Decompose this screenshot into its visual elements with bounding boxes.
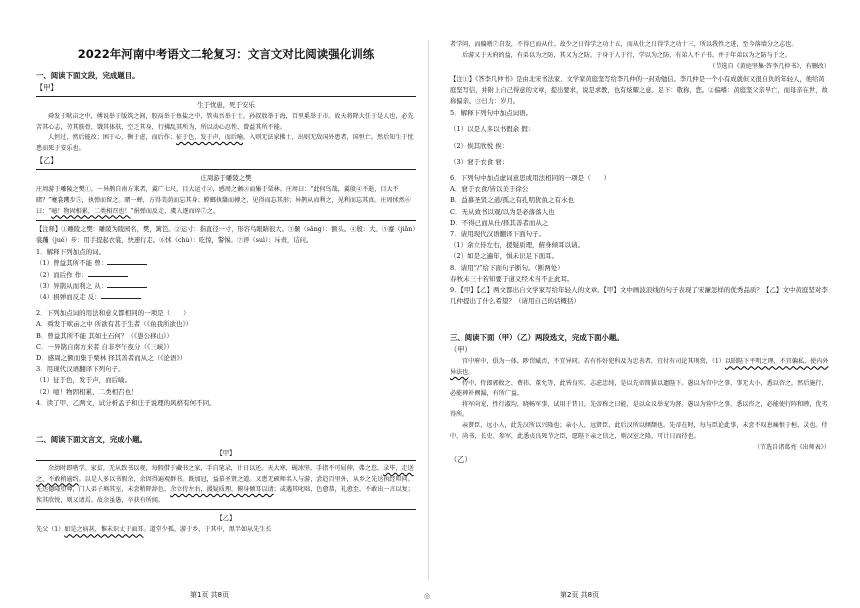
- passage-yi-notes: 【注释】①雕陵之樊：雕陵为陵园名，樊，篱笆。②运寸：指直径一寸，形容鸟眼睛很大。③颡（sǎng）：额头。④殷：大。⑤蹇（jiǎn）裳躩（jué）步：用手提起衣裳，快速行走。⑥怵（chù）：吃惊，警惕。⑦谇（suì）：斥责，诘问。: [36, 226, 416, 245]
- question-5: 5．解释下列句中加点词语。: [450, 109, 533, 118]
- question-7-b: （2）如是之遍年，惧未识足下面耳。: [450, 252, 559, 261]
- passage-yi2-para-cont: 者学问，而偏嗜⑦自发，不得已而从仕。故少之日得学之功十五，而从仕之日得学之功十三，所以我性之进，至今落墙分之志也。: [450, 41, 798, 48]
- page-title: 2022年河南中考语文二轮复习：文言文对比阅读强化训练: [77, 47, 375, 61]
- wavy-underline-text: 噫！物固相累，二类相召也！: [51, 207, 131, 215]
- right-page: [430, 0, 860, 608]
- question-6-option-a: A．窘于衣食/皆以美于徐公: [450, 185, 529, 194]
- passage-yi3-label: （乙）: [450, 455, 472, 465]
- question-5-b: （2）俟其欣悦 俟：: [450, 141, 509, 150]
- passage-yi-para-1: [36, 185, 416, 217]
- text-span: 余幼时即嗜学。家贫，无从致书以观，每假借于藏书之家，手自笔录，计日以还。天大寒，砚冰坚，手指不可屈伸，弗之怠。: [48, 465, 384, 472]
- question-5-a: （1）以是人多以书假余 假：: [450, 125, 535, 134]
- question-3-b: （2）噫！物固相累，二类相召也！: [36, 387, 138, 396]
- question-4: 4．读了甲、乙两文，试分析孟子和庄子说理的风格有何不同。: [36, 398, 216, 407]
- wavy-underline-text: 征于色，发于声，而后喻: [175, 134, 243, 142]
- passage-jia3-para-2: 侍中、侍郎郭攸之、费祎、董允等，此皆良实，志虑忠纯，是以先帝简拔以遗陛下。愚以为宫中之事，事无大小，悉以咨之，然后施行，必能裨补阙漏，有所广益。: [450, 379, 828, 398]
- answer-blank[interactable]: [107, 281, 147, 288]
- text-span: ”捐弹而反走，虞人逐而谇⑦之。: [130, 207, 219, 215]
- passage-jia-title: 生于忧患，死于安乐: [197, 101, 255, 109]
- wavy-underline-text: 以昭陛下平明之理，不宜偏私，使内外异法也: [450, 358, 829, 377]
- wavy-underline-text: 如是之病甚，惟未识丈于面耳: [64, 526, 144, 534]
- passage-jia2-para-1: [36, 464, 416, 506]
- question-9: 9．【甲】【乙】两文都出自文学家写给年轻人的文章。【甲】文中画波浪线的句子表现了宋濂怎样的优秀品质？【乙】文中黄庭坚对李几仲提出了什么希望？（请用自己的话概括）: [450, 286, 828, 306]
- question-2-option-b: B．曾益其所不能 其如土石何？（《愚公移山》）: [36, 331, 173, 340]
- passage-jia-label: 【甲】: [36, 83, 58, 92]
- text-span: （4）捐弹而反走 反：: [36, 292, 101, 301]
- text-span: 先父（1）: [36, 526, 65, 534]
- passage-yi-label: 【乙】: [36, 156, 58, 166]
- text-span: 庄周游于雕陵之樊①，一异鹊自南方来者，翼广七尺，目大运寸②，感周之颡③而集于栗林。庄周曰：“此何鸟哉，翼殷④不逝，目大不睹？”蹇裳躩步⑤，执弹而留之。睹一蝉，方得美荫而忘其身；螳螂执翳而搏之，见得而忘其形；异鹊从而利之，见利而忘其真。庄周怵然⑥曰：“: [36, 186, 411, 215]
- spacer: [36, 409, 416, 431]
- divider: [36, 96, 416, 97]
- answer-blank[interactable]: [107, 258, 147, 265]
- question-3-a: （1）征于色，发于声，而后喻。: [36, 376, 132, 385]
- question-6-option-d: D．不得已而从仕/择其善者而从之: [450, 218, 549, 227]
- text-span: 。以是人多以书假余，余因得遍观群书。既加冠，益慕圣贤之道。又患无硕师名人与游，尝趋百里外，从乡之先达执经叩问。先达德隆望尊，门人弟子填其室，未尝稍降辞色。: [36, 475, 414, 494]
- wavy-underline-text: 余立侍左右，援疑质理，俯身倾耳以请: [170, 486, 274, 494]
- page-gutter: [428, 40, 429, 580]
- question-3: 3．用现代汉语翻译下列句子。: [36, 365, 125, 374]
- question-2-option-c: C．一异鹊自南方来者 自非亭午夜分（《三峡》）: [36, 342, 174, 351]
- question-5-c: （3）窘于衣食 窘：: [450, 157, 509, 166]
- question-6-option-b: B．益慕圣贤之道/孤之有孔明犹鱼之有水也: [450, 196, 574, 205]
- question-8: 8．请用“/”给下面句子断句。（断两处）: [450, 263, 564, 272]
- question-1-c: [36, 281, 416, 292]
- page-number-right: 第2页 共8页: [560, 591, 600, 599]
- question-2: 2．下列加点词的用法和意义都相同的一项是（ ）: [36, 309, 190, 318]
- passage-yi2-label: 【乙】: [216, 514, 236, 523]
- question-1-a: [36, 258, 416, 269]
- center-mark-icon: ◎: [424, 592, 431, 600]
- text-span: 宫中府中，俱为一体，陟罚臧否，不宜异同。若有作奸犯科及为忠善者，宜付有司论其刑赏，（1）: [462, 358, 725, 366]
- answer-blank[interactable]: [101, 292, 141, 299]
- section-2-heading: 二、阅读下面文言文，完成小题。: [36, 435, 147, 444]
- answer-blank[interactable]: [88, 270, 128, 277]
- divider: [36, 169, 416, 170]
- text-span: ；或遇其叱咄，色愈恭，礼愈至，不敢出一言以复；俟其欣悦，则又请焉。故余虽愚，卒获有所闻。: [36, 486, 414, 504]
- divider: [36, 460, 416, 461]
- spacer: [450, 307, 830, 329]
- page-number-left: 第1页 共8页: [190, 591, 230, 599]
- text-span: 。道堂少孤，游于乡，于其中，黑半如从先生长: [143, 526, 272, 534]
- question-7: 7．请用现代汉语翻译下面句子。: [450, 230, 546, 239]
- text-span: （3）异鹊从而利之 从：: [36, 281, 108, 290]
- passage-jia3-para-3: 将军向宠，性行淑均，晓畅军事，试用于昔日，先帝称之曰能，是以众议举宠为督。愚以为营中之事，悉以咨之，必能使行阵和睦，优劣得所。: [450, 400, 828, 419]
- passage-jia3-source: （节选自诸葛亮《出师表》）: [753, 444, 830, 452]
- question-2-option-d: D．感周之额而集于栗林 择其善者而从之（《论语》）: [36, 353, 187, 362]
- question-1: 1．解释下列加点的词。: [36, 248, 106, 257]
- text-span: 。: [468, 369, 475, 377]
- passage-yi2-source: （节选自《黄庭坚集·答李几仲书》，有删改）: [709, 63, 830, 71]
- question-8-text: 春秋未三十若知要于道义经术当不止此耳。: [450, 274, 574, 283]
- passage-jia3-para-1: [450, 357, 830, 378]
- passage-jia3-label: （甲）: [450, 345, 472, 355]
- divider: [36, 509, 416, 510]
- section-3-heading: 三、阅读下面（甲）（乙）两段选文，完成下面小题。: [450, 333, 624, 343]
- section-1-heading: 一、阅读下面文段，完成题目。: [36, 71, 140, 80]
- wavy-underline-text: 录毕，走送之，不敢稍逾约: [36, 465, 414, 483]
- text-span: （2）而后作 作：: [36, 270, 88, 279]
- passage-jia2-label: 【甲】: [216, 449, 236, 457]
- text-span: 人恒过，然后能改；困于心，衡于虑，而后作；: [48, 134, 176, 142]
- passage-yi2-notes: 【注①】《答李几仲书》是由北宋书法家、文学家黄庭坚写给李几仲的一封劝勉信。李几仲是一个小有成就但又很自负的年轻人，他给黄庭坚写信，并附上自己得意的文章，提出要求，说是求教，也有炫耀之意。足下：敬称，您。②偏嗜：黄庭坚父亲早亡，而母亲在世，故称偏亲。③日力：岁月。: [450, 76, 828, 106]
- divider: [36, 220, 416, 221]
- question-6-option-c: C．无从致书以观/以为是必落落人也: [450, 207, 555, 216]
- passage-yi2-para-1: [36, 525, 416, 536]
- passage-jia-para-1: 舜发于畎亩之中，傅说举于版筑之间，胶鬲举于鱼盐之中，管夷吾举于士，孙叔敖举于海，百里奚举于市。故天将降大任于是人也，必先苦其心志，劳其筋骨，饿其体肤，空乏其身，行拂乱其所为，所以动心忍性，曾益其所不能。: [36, 113, 414, 131]
- question-1-b: [36, 270, 416, 281]
- passage-jia-para-2: [36, 133, 416, 154]
- question-1-d: [36, 292, 416, 303]
- passage-yi-title: 庄周游于雕陵之樊: [200, 174, 252, 183]
- passage-jia3-para-4: 亲贤臣，远小人，此先汉所以兴隆也；亲小人，远贤臣，此后汉所以倾颓也。先帝在时，每与臣论此事，未尝不叹息痛恨于桓、灵也。侍中、尚书、长史、参军，此悉贞良死节之臣，愿陛下亲之信之，则汉室之隆，可计日而待也。: [450, 422, 828, 440]
- text-span: 。入则无法家拂士，出则无敌国外患者，国恒亡。然后知生于忧患而死于安乐也。: [36, 134, 414, 152]
- question-2-option-a: A．舜发于畎亩之中 所欲有甚于生者（《鱼我所欲也》）: [36, 320, 193, 329]
- question-7-a: （1）余立侍左右，援疑质理，俯身倾耳以请。: [450, 241, 585, 250]
- passage-yi2-para-2: 后游又于天府的益，有弟以为之防，其又为之防，于身于人于行，学以为之防，有弟人不子书。并于年弟以为之防与于之。: [462, 51, 792, 59]
- text-span: （1）曾益其所不能 曾：: [36, 259, 108, 268]
- question-6: 6．下列句中加点虚词意思或用法相同的一项是（ ）: [450, 174, 611, 182]
